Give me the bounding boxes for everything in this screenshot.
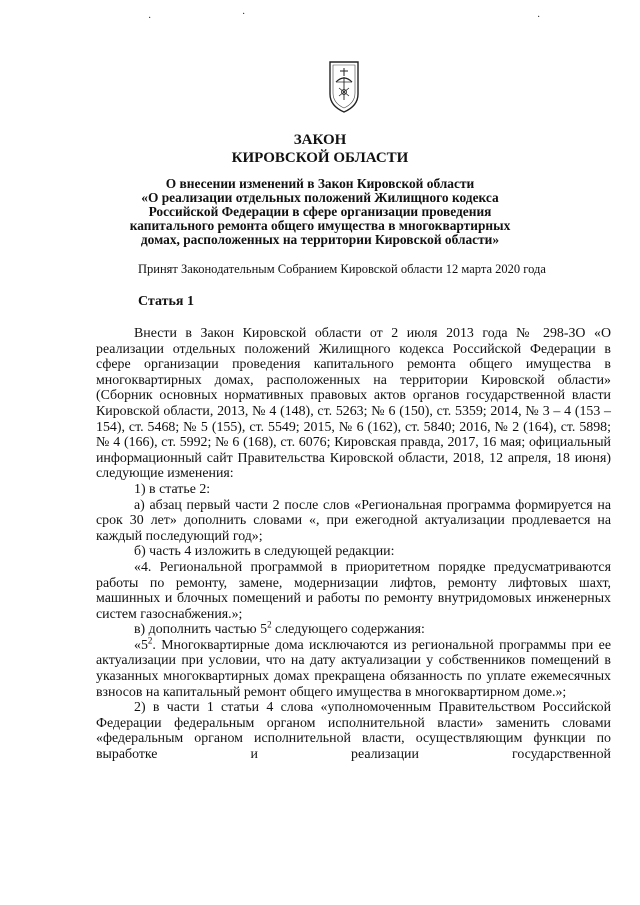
- law-region: КИРОВСКОЙ ОБЛАСТИ: [231, 150, 409, 166]
- article-heading: Статья 1: [138, 294, 194, 309]
- adoption-note: Принят Законодательным Собранием Кировской области 12 марта 2020 года: [138, 262, 546, 276]
- coat-of-arms-icon: [327, 60, 361, 114]
- amendment-subitem: а) абзац первый части 2 после слов «Региональная программа формируется на срок 30 лет» дополнить словами «, при ежегодной актуализации продлевается на каждый последующий год»;: [96, 497, 611, 544]
- scan-mark: ·: [148, 13, 152, 24]
- provision-text: «5: [134, 637, 148, 653]
- subtitle-line: домах, расположенных на территории Кировской области»: [140, 232, 500, 247]
- law-subtitle: [60, 177, 580, 247]
- scan-mark: ·: [537, 12, 541, 23]
- amendment-subitem: [96, 619, 611, 638]
- amendment-subitem: б) часть 4 изложить в следующей редакции:: [134, 544, 395, 560]
- quoted-provision: «4. Региональной программой в приоритетном порядке предусматриваются работы по ремонту, замене, модернизации лифтов, ремонту лифтовых шахт, машинных и блочных помещений и работы по ремонту внутридомовых инженерных систем газоснабжения.»;: [96, 559, 611, 622]
- article-body: [96, 326, 611, 763]
- subtitle-line: «О реализации отдельных положений Жилищного кодекса: [141, 190, 499, 205]
- subitem-text: следующего содержания:: [271, 622, 425, 638]
- superscript: 2: [147, 635, 153, 646]
- amendment-item: 2) в части 1 статьи 4 слова «уполномоченным Правительством Российской Федерации федеральным органом исполнительной власти» заменить словами «федеральным органом исполнительной власти, осуществляющим функции по выработке и реализации государственной: [96, 700, 611, 763]
- provision-text: . Многоквартирные дома исключаются из региональной программы при ее актуализации при условии, что на дату актуализации у собственников помещений в указанных многоквартирных домах прекращена обязанность по уплате ежемесячных взносов на капитальный ремонт общего имущества в многоквартирном доме.»;: [96, 637, 611, 700]
- subtitle-line: О внесении изменений в Закон Кировской области: [165, 176, 475, 191]
- law-title: ЗАКОН: [293, 132, 347, 148]
- amendment-item: 1) в статье 2:: [134, 481, 211, 497]
- scan-mark: ·: [242, 9, 246, 20]
- superscript: 2: [267, 619, 272, 630]
- article-intro: Внести в Закон Кировской области от 2 июля 2013 года № 298-ЗО «О реализации отдельных положений Жилищного кодекса Российской Федерации в сфере организации проведения капитального ремонта общего имущества в многоквартирных домах, расположенных на территории Кировской области» (Сборник основных нормативных правовых актов органов государственной власти Кировской области, 2013, № 4 (148), ст. 5263; № 6 (150), ст. 5359; 2014, № 3 – 4 (153 – 154), ст. 5468; № 5 (155), ст. 5549; 2015, № 6 (162), ст. 5840; 2016, № 2 (164), ст. 5898; № 4 (166), ст. 5992; № 6 (168), ст. 6076; Кировская правда, 2017, 16 мая; официальный информационный сайт Правительства Кировской области, 2018, 12 апреля, 18 июня) следующие изменения:: [96, 326, 611, 482]
- subtitle-line: капитального ремонта общего имущества в многоквартирных: [129, 218, 511, 233]
- quoted-provision: [96, 635, 611, 700]
- subtitle-line: Российской Федерации в сфере организации проведения: [148, 204, 492, 219]
- subitem-text: в) дополнить частью 5: [134, 622, 268, 638]
